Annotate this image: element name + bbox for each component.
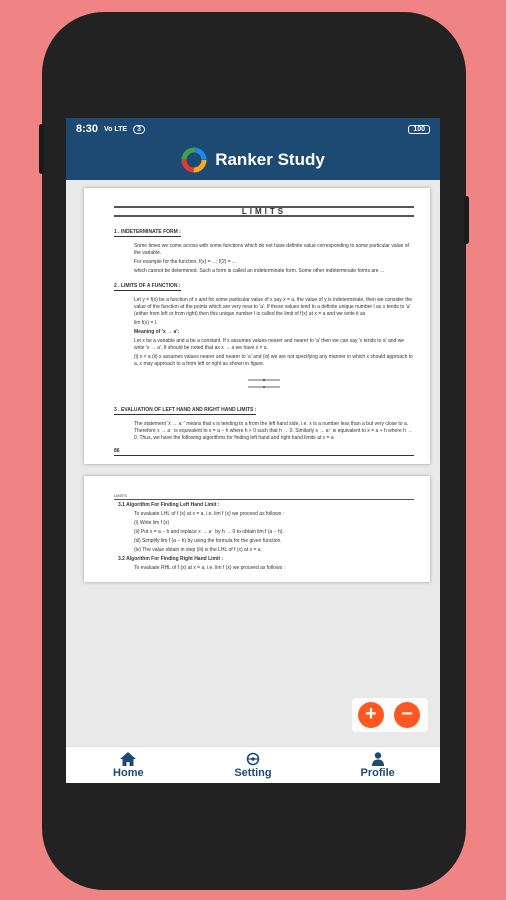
nav-profile-label: Profile: [360, 766, 395, 779]
zoom-controls: [352, 698, 428, 732]
subheading: 3.2 Algorithm For Finding Right Hand Limit :: [118, 556, 224, 562]
page-header: LIMITS: [114, 492, 414, 500]
gear-icon: [245, 752, 261, 766]
nav-home[interactable]: [83, 752, 173, 779]
paragraph: The statement 'x → a⁻' means that x is tending to a from the left hand side, i.e. x is a number less than a but very close to a. Therefore x → a⁻ is equivalent to x = a − h where h > 0 such that h → 0. Similarly x → a⁺ is equivalent to x = a + h where h → 0. Thus, we have the following algorithms for finding left hand and right hand limits at x = a: [134, 421, 413, 441]
pdf-page-1: [84, 188, 430, 464]
paragraph: lim f(x) = l.: [134, 320, 158, 326]
page-number: 86: [114, 448, 414, 456]
section-heading: 3 . EVALUATION OF LEFT HAND AND RIGHT HAND LIMITS :: [114, 407, 257, 413]
paragraph: (i) Write lim f (x): [134, 520, 170, 526]
home-icon: [120, 752, 136, 766]
bottom-navigation: [66, 746, 440, 783]
paragraph: To evaluate RHL of f (x) at x = a, i.e. lim f (x) we proceed as follows :: [134, 565, 285, 571]
clock: 8:30: [76, 123, 99, 135]
battery-icon: 100: [408, 125, 430, 134]
paragraph: Some times we come across with some functions which do not have definite value corresponding to some particular value of the variable.: [134, 243, 409, 256]
pdf-viewer[interactable]: [66, 180, 440, 747]
pdf-page-2: [84, 476, 430, 582]
nav-profile[interactable]: [333, 752, 423, 779]
paragraph: (ii) Put x = a − h and replace x → a⁻ by h → 0 to obtain lim f (a − h).: [134, 529, 284, 535]
notification-badge: 3: [133, 125, 145, 134]
paragraph: (iv) The value obtain in step (iii) is the LHL of f (x) at x = a.: [134, 547, 262, 553]
paragraph: (iii) Simplify lim f (a − h) by using the formula for the given function.: [134, 538, 282, 544]
side-button-left: [39, 124, 44, 174]
app-logo-icon: [181, 147, 207, 173]
doc-title: LIMITS: [114, 206, 414, 217]
app-title: Ranker Study: [215, 150, 325, 169]
network-indicator: Vo LTE: [104, 125, 128, 133]
section-heading: 1 . INDETERMINATE FORM :: [114, 229, 181, 235]
subheading: 3.1 Algorithm For Finding Left Hand Limit :: [118, 502, 220, 508]
paragraph: Let x be a variable and a be a constant. If x assumes values nearer and nearer to 'a' then we can say 'x tends to a' and we write 'x → a'. It should be noted that as x → a we have x ≠ a.: [134, 338, 405, 351]
section-heading: 2 . LIMITS OF A FUNCTION :: [114, 283, 181, 289]
nav-home-label: Home: [113, 766, 144, 779]
user-icon: [370, 752, 386, 766]
zoom-out-button[interactable]: −: [394, 702, 420, 728]
app-bar: [66, 140, 440, 180]
paragraph: To evaluate LHL of f (x) at x = a, i.e. lim f (x) we proceed as follows :: [134, 511, 285, 517]
screen: [66, 118, 440, 783]
nav-setting-label: Setting: [234, 766, 272, 779]
subheading: Meaning of 'x → a':: [134, 329, 180, 335]
zoom-in-button[interactable]: +: [358, 702, 384, 728]
status-bar: [66, 118, 440, 140]
paragraph: (i) x ≠ a (ii) x assumes values nearer and nearer to 'a' and (iii) we are not specifying any manner in which x should approach to a, x may approach to a from left or right as shown in figure.: [134, 354, 413, 367]
paragraph: which cannot be determined. Such a form is called an indeterminate form. Some other indeterminate forms are ...: [134, 268, 385, 274]
number-line-figure: [114, 374, 414, 395]
paragraph: For example for the function, f(x) = ...; f(2) = ...: [134, 259, 237, 265]
side-button-right: [464, 196, 469, 244]
paragraph: Let y = f(x) be a function of x and for some particular value of x say x = a, the value of y is indeterminate, then we consider the value of the function at the points which are very near to 'a'. If these values tend to a definite unique number l as x tends to 'a' (either from left or from right) then this unique number l is called the limit of f(x) at x = a and we write it as: [134, 297, 413, 317]
nav-setting[interactable]: [208, 752, 298, 779]
